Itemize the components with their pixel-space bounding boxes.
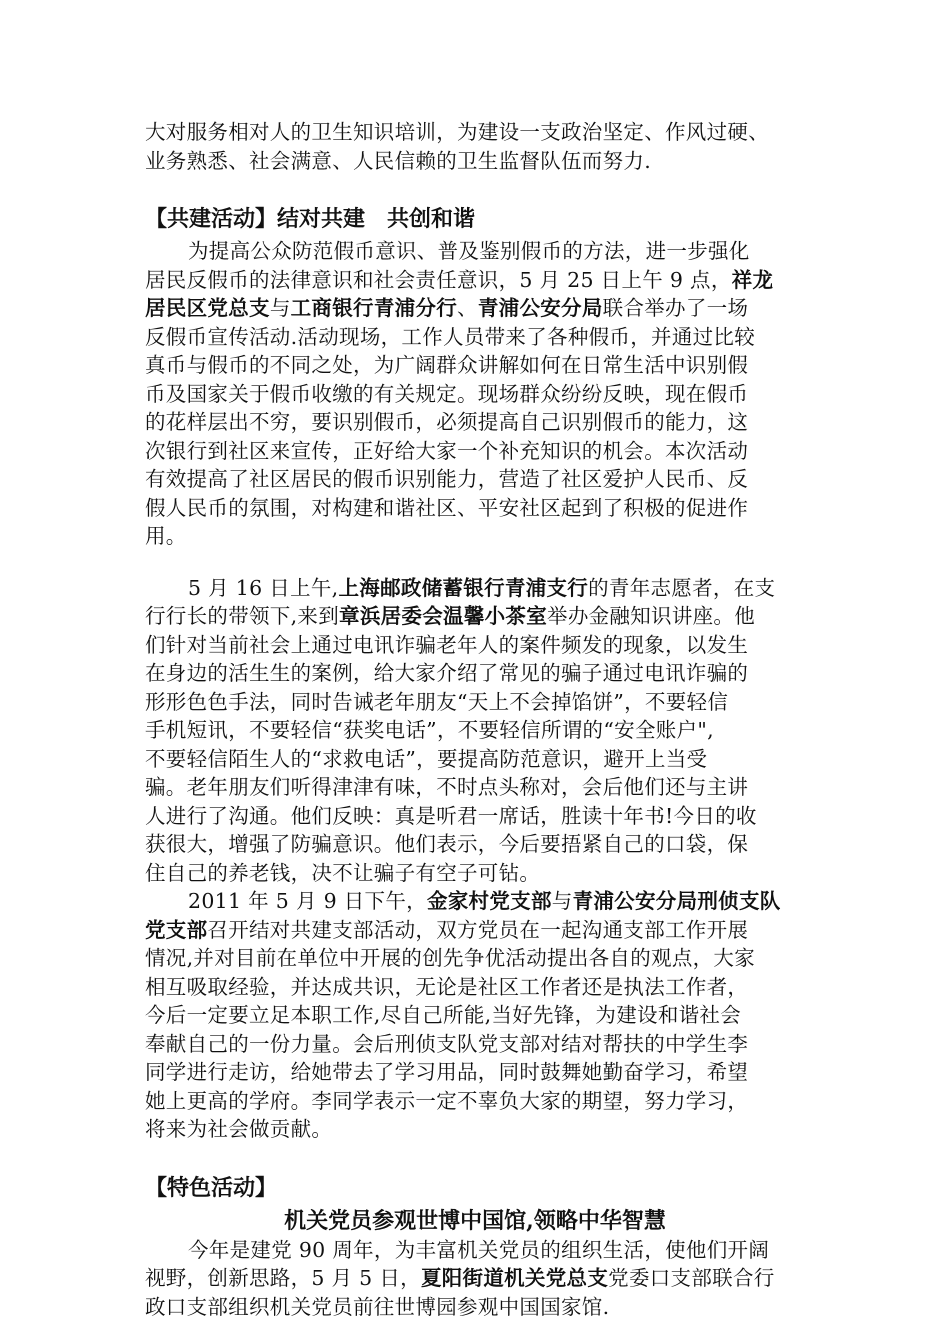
para-line: 2011 年 5 月 9 日下午，金家村党支部与青浦公安分局刑侦支队 bbox=[188, 889, 781, 913]
para-line: 骗。老年朋友们听得津津有味，不时点头称对，会后他们还与主讲 bbox=[145, 775, 749, 799]
para-line: 同学进行走访，给她带去了学习用品，同时鼓舞她勤奋学习，希望 bbox=[145, 1060, 749, 1084]
para-line: 有效提高了社区居民的假币识别能力，营造了社区爱护人民币、反 bbox=[145, 467, 749, 491]
document-page bbox=[145, 118, 805, 1321]
para-line: 住自己的养老钱，决不让骗子有空子可钻。 bbox=[145, 860, 541, 885]
intro-line-1: 大对服务相对人的卫生知识培训，为建设一支政治坚定、作风过硬、 bbox=[145, 120, 769, 144]
para-line: 形形色色手法，同时告诫老年朋友“天上不会掉馅饼”，不要轻信 bbox=[145, 689, 729, 714]
para-line: 情况,并对目前在单位中开展的创先争优活动提出各自的观点，大家 bbox=[145, 946, 756, 970]
para-line: 为提高公众防范假币意识、普及鉴别假币的方法，进一步强化 bbox=[188, 239, 750, 263]
para-line: 今年是建党 90 周年，为丰富机关党员的组织生活，使他们开阔 bbox=[188, 1237, 770, 1262]
para-line: 奉献自己的一份力量。会后刑侦支队党支部对结对帮扶的中学生李 bbox=[145, 1031, 749, 1056]
para-line: 次银行到社区来宣传，正好给大家一个补充知识的机会。本次活动 bbox=[145, 438, 749, 463]
para-line: 的花样层出不穷，要识别假币，必须提高自己识别假币的能力，这 bbox=[145, 410, 749, 434]
para-line: 居民反假币的法律意识和社会责任意识，5 月 25 日上午 9 点，祥龙 bbox=[145, 267, 774, 292]
para-line: 居民区党总支与工商银行青浦分行、青浦公安分局联合举办了一场 bbox=[145, 296, 749, 320]
para-line: 她上更高的学府。李同学表示一定不辜负大家的期望，努力学习， bbox=[145, 1088, 749, 1113]
para-line: 用。 bbox=[145, 524, 187, 548]
intro-line-2: 业务熟悉、社会满意、人民信赖的卫生监督队伍而努力. bbox=[145, 148, 652, 173]
para-line: 获很大，增强了防骗意识。他们表示，今后要捂紧自己的口袋，保 bbox=[145, 832, 749, 856]
para-line: 在身边的活生生的案例，给大家介绍了常见的骗子通过电讯诈骗的 bbox=[145, 661, 749, 685]
para-line: 5 月 16 日上午,上海邮政储蓄银行青浦支行的青年志愿者，在支 bbox=[188, 575, 776, 600]
para-line: 币及国家关于假币收缴的有关规定。现场群众纷纷反映，现在假币 bbox=[145, 381, 749, 406]
para-line: 行行长的带领下,来到章浜居委会温馨小茶室举办金融知识讲座。他 bbox=[145, 604, 756, 628]
para-line: 将来为社会做贡献。 bbox=[145, 1117, 333, 1141]
paragraph-fraud-lecture bbox=[145, 574, 805, 888]
para-line: 假人民币的氛围，对构建和谐社区、平安社区起到了积极的促进作 bbox=[145, 495, 749, 520]
para-line: 党支部召开结对共建支部活动，双方党员在一起沟通支部工作开展 bbox=[145, 917, 749, 942]
para-line: 真币与假币的不同之处，为广阔群众讲解如何在日常生活中识别假 bbox=[145, 353, 749, 377]
para-line: 政口支部组织机关党员前往世博园参观中国国家馆. bbox=[145, 1294, 610, 1319]
para-line: 视野，创新思路，5 月 5 日，夏阳街道机关党总支党委口支部联合行 bbox=[145, 1266, 775, 1290]
paragraph-expo-visit bbox=[145, 1236, 805, 1322]
article-subheading: 机关党员参观世博中国馆,领略中华智慧 bbox=[284, 1207, 666, 1234]
para-line: 反假币宣传活动.活动现场，工作人员带来了各种假币，并通过比较 bbox=[145, 324, 756, 349]
para-line: 今后一定要立足本职工作,尽自己所能,当好先锋，为建设和谐社会 bbox=[145, 1003, 742, 1027]
para-line: 人进行了沟通。他们反映：真是听君一席话，胜读十年书!今日的收 bbox=[145, 803, 757, 828]
para-line: 手机短讯，不要轻信“获奖电话”，不要轻信所谓的“安全账户", bbox=[145, 718, 714, 742]
paragraph-counterfeit-campaign bbox=[145, 237, 805, 551]
para-line: 们针对当前社会上通过电讯诈骗老年人的案件频发的现象，以发生 bbox=[145, 632, 749, 657]
para-line: 不要轻信陌生人的“求救电话”，要提高防范意识，避开上当受 bbox=[145, 746, 708, 771]
section-heading-joint-building: 【共建活动】结对共建 共创和谐 bbox=[145, 207, 476, 232]
paragraph-party-branch-pairing bbox=[145, 887, 805, 1144]
section-heading-featured-activity: 【特色活动】 bbox=[145, 1175, 278, 1201]
para-line: 相互吸取经验，并达成共识，无论是社区工作者还是执法工作者， bbox=[145, 974, 749, 999]
